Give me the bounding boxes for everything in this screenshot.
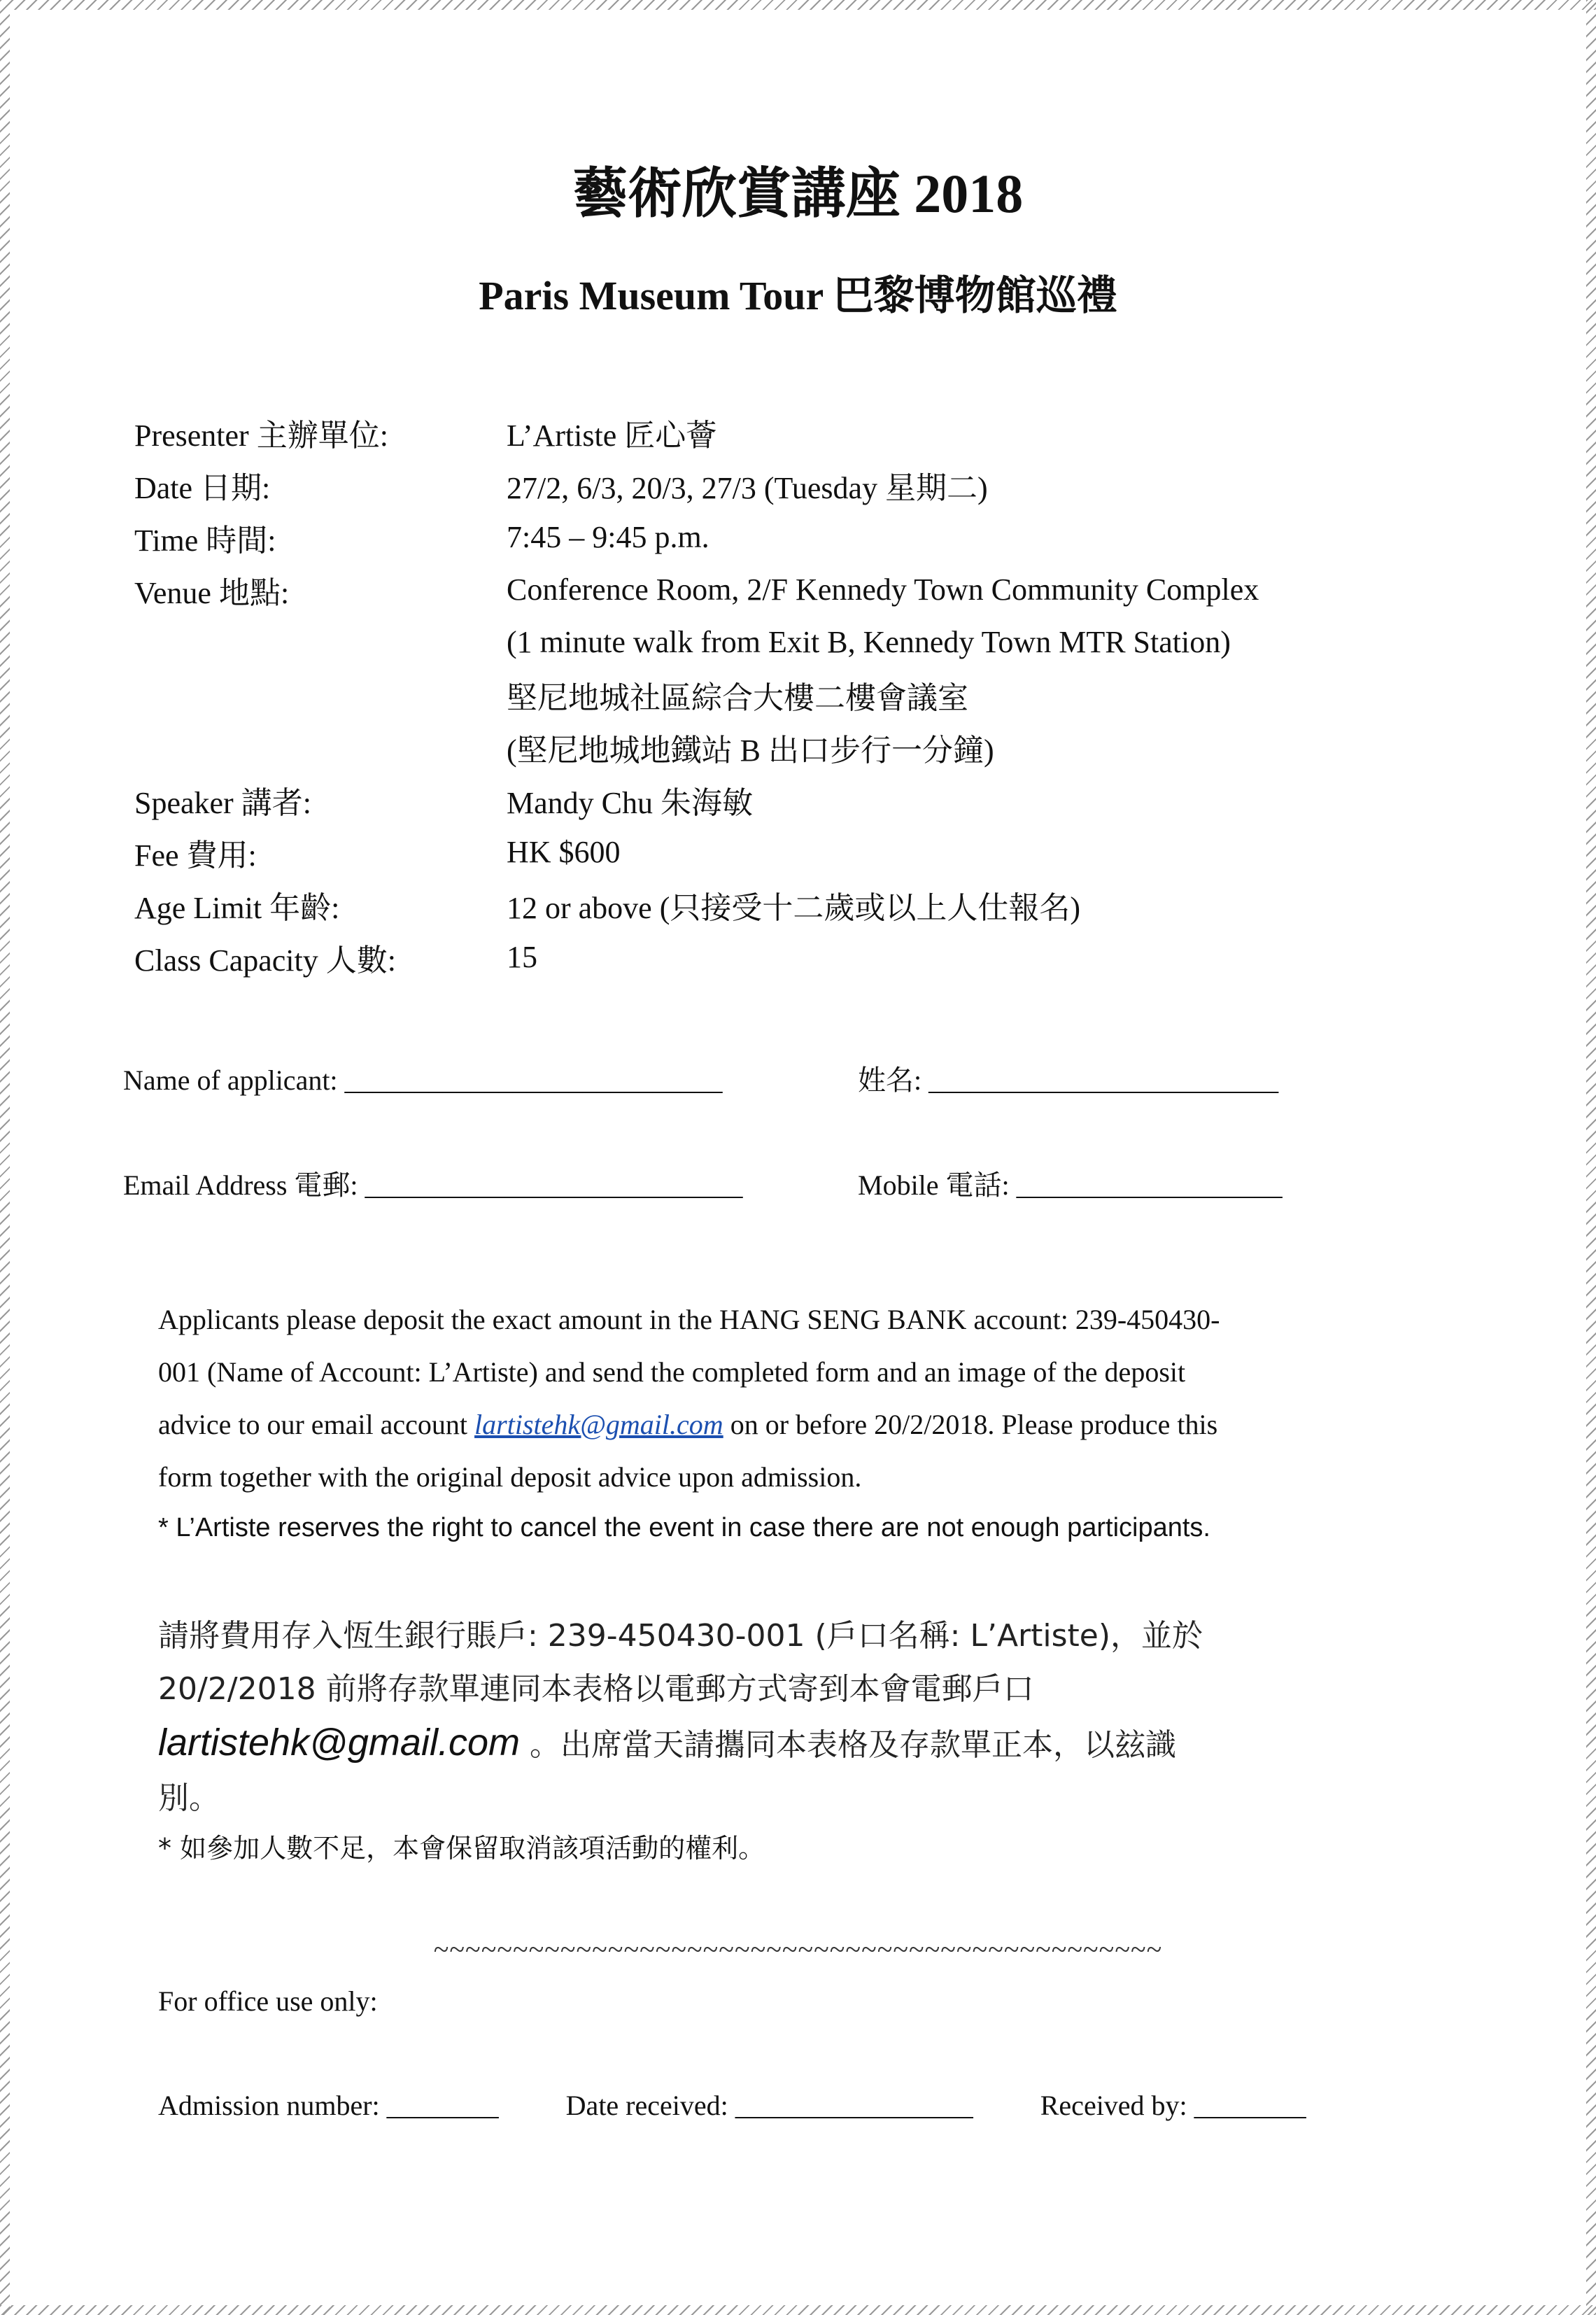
page-title: 藝術欣賞講座 2018 [572, 163, 1024, 224]
dashed-border-left [0, 0, 10, 2315]
instruction-text: on or before 20/2/2018. Please produce this [723, 1409, 1218, 1440]
info-label: Time 時間: [134, 523, 276, 558]
info-row-speaker [134, 773, 1259, 826]
email-text: lartistehk@gmail.com [158, 1722, 520, 1764]
instruction-line: form together with the original deposit advice upon admission. [158, 1461, 862, 1493]
info-value: HK $600 [507, 835, 621, 869]
instruction-line: Applicants please deposit the exact amount in the HANG SENG BANK account: 239-450430- [158, 1304, 1220, 1335]
info-row-fee [134, 826, 1259, 878]
date-received-field[interactable]: Date received: _________________ [565, 2090, 973, 2121]
info-row-presenter [134, 406, 1259, 458]
info-value: Conference Room, 2/F Kennedy Town Community Complex [507, 572, 1259, 607]
info-row-venue-line4 [134, 721, 1259, 773]
instruction-text: 。出席當天請攜同本表格及存款單正本，以玆識 [519, 1727, 1176, 1763]
payment-instructions-zh [158, 1610, 1313, 1825]
info-row-venue-line3 [134, 668, 1259, 721]
mobile-field[interactable]: Mobile 電話: ___________________ [858, 1169, 1283, 1201]
info-label: Fee 費用: [134, 838, 257, 873]
info-label: Age Limit 年齡: [134, 890, 340, 925]
instruction-line: 20/2/2018 前將存款單連同本表格以電郵方式寄到本會電郵戶口 [158, 1671, 1034, 1707]
cancellation-note-zh: * 如參加人數不足，本會保留取消該項活動的權利。 [158, 1833, 765, 1864]
info-value: Mandy Chu 朱海敏 [507, 785, 753, 820]
email-link[interactable]: lartistehk@gmail.com [474, 1409, 723, 1440]
dashed-border-top [0, 0, 1596, 10]
info-value: (堅尼地城地鐵站 B 出口步行一分鐘) [507, 733, 994, 768]
info-row-venue [134, 563, 1259, 616]
office-use-fields [158, 2089, 1367, 2122]
info-value: 15 [507, 940, 537, 974]
info-label: Presenter 主辦單位: [134, 418, 388, 453]
payment-instructions-en [158, 1293, 1313, 1503]
info-row-time [134, 511, 1259, 563]
instruction-line: 001 (Name of Account: L’Artiste) and send the completed form and an image of the deposit [158, 1356, 1186, 1388]
info-value: 12 or above (只接受十二歲或以上人仕報名) [507, 890, 1081, 925]
instruction-line: 別。 [158, 1780, 220, 1816]
info-row-age-limit [134, 878, 1259, 931]
instruction-line [158, 1398, 1313, 1451]
separator: ~~~~~~~~~~~~~~~~~~~~~~~~~~~~~~~~~~~~~~~~~~~~~~ [433, 1934, 1163, 1965]
info-value: (1 minute walk from Exit B, Kennedy Town MTR Station) [507, 625, 1231, 659]
applicant-name-field[interactable]: Name of applicant: ___________________________ [123, 1064, 723, 1096]
page-subtitle: Paris Museum Tour 巴黎博物館巡禮 [479, 273, 1117, 318]
instruction-line: 請將費用存入恆生銀行賬戶: 239-450430-001 (戶口名稱: L’Artiste)，並於 [158, 1618, 1203, 1654]
info-label: Speaker 講者: [134, 785, 311, 820]
dashed-border-bottom [0, 2305, 1596, 2315]
info-row-capacity [134, 931, 1259, 983]
instruction-line [158, 1716, 1313, 1772]
info-label: Date 日期: [134, 470, 271, 505]
info-value: 27/2, 6/3, 20/3, 27/3 (Tuesday 星期二) [507, 470, 988, 505]
info-label: Venue 地點: [134, 575, 290, 610]
instruction-text: advice to our email account [158, 1409, 475, 1440]
info-label: Class Capacity 人數: [134, 943, 396, 978]
email-field[interactable]: Email Address 電郵: ___________________________ [123, 1169, 743, 1201]
info-row-date [134, 458, 1259, 511]
info-row-venue-line2 [134, 616, 1259, 668]
info-value: 堅尼地城社區綜合大樓二樓會議室 [507, 680, 968, 715]
info-value: L’Artiste 匠心薈 [507, 418, 717, 453]
cancellation-note-en: * L’Artiste reserves the right to cancel the event in case there are not enough participants. [158, 1513, 1210, 1542]
applicant-name-zh-field[interactable]: 姓名: _________________________ [858, 1064, 1279, 1096]
dashed-border-right [1586, 0, 1596, 2315]
info-value: 7:45 – 9:45 p.m. [507, 520, 709, 554]
event-info-table [134, 406, 1259, 983]
received-by-field[interactable]: Received by: ________ [1040, 2090, 1306, 2121]
office-use-heading: For office use only: [158, 1985, 378, 2017]
admission-number-field[interactable]: Admission number: ________ [158, 2090, 499, 2121]
